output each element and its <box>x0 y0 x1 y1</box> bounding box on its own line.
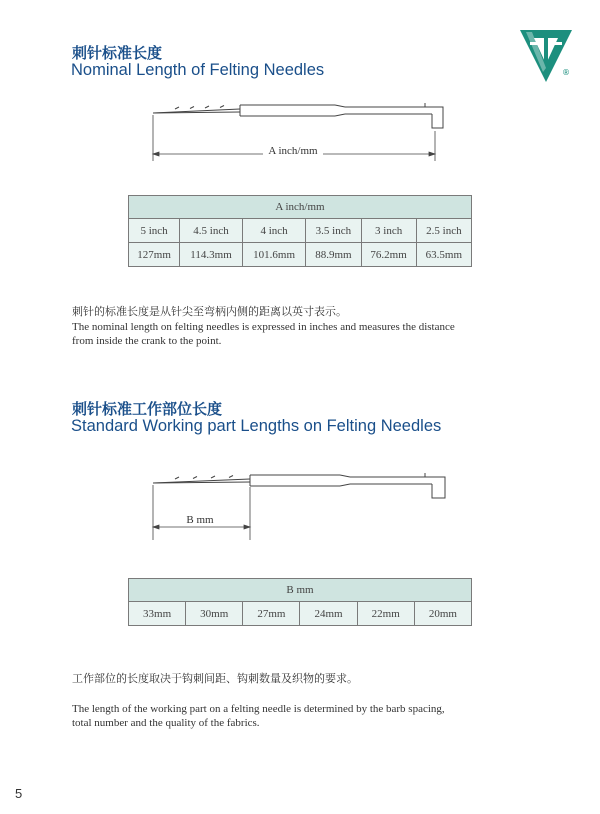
dimension-label-a: A inch/mm <box>268 145 318 157</box>
section2-desc-zh: 工作部位的长度取决于钩刺间距、钩刺数量及织物的要求。 <box>72 672 358 685</box>
table-cell: 2.5 inch <box>416 219 471 243</box>
table-b-mm-row <box>129 602 472 626</box>
section1-title-en: Nominal Length of Felting Needles <box>71 61 325 79</box>
section1-desc-en-1: The nominal length on felting needles is expressed in inches and measures the distance <box>72 321 455 333</box>
table-cell: 5 inch <box>129 219 180 243</box>
table-cell: 30mm <box>186 602 243 626</box>
table-cell: 3.5 inch <box>306 219 361 243</box>
table-a-mm-row <box>129 243 472 267</box>
table-cell: 88.9mm <box>306 243 361 267</box>
table-a <box>128 195 472 267</box>
section1-title-zh: 刺针标准长度 <box>72 44 163 62</box>
table-cell: 20mm <box>414 602 471 626</box>
section1-desc-zh: 刺针的标准长度是从针尖至弯柄内侧的距离以英寸表示。 <box>72 305 347 318</box>
table-cell: 22mm <box>357 602 414 626</box>
table-cell: 127mm <box>129 243 180 267</box>
registered-mark: ® <box>562 68 570 77</box>
section2-title-zh: 刺针标准工作部位长度 <box>72 400 223 418</box>
table-b <box>128 578 472 626</box>
page-number: 5 <box>15 786 23 801</box>
needle-drawing <box>153 103 443 128</box>
section1-desc-en-2: from inside the crank to the point. <box>72 335 222 347</box>
table-cell: 114.3mm <box>180 243 243 267</box>
company-logo <box>518 28 574 84</box>
dimension-label-b: B mm <box>186 514 214 526</box>
table-cell: 3 inch <box>361 219 416 243</box>
table-cell: 4.5 inch <box>180 219 243 243</box>
table-a-header: A inch/mm <box>129 196 472 219</box>
needle-diagram-b <box>145 465 460 545</box>
needle-drawing <box>153 473 445 498</box>
table-cell: 63.5mm <box>416 243 471 267</box>
needle-diagram-a <box>145 95 460 170</box>
table-cell: 33mm <box>129 602 186 626</box>
table-cell: 4 inch <box>242 219 305 243</box>
table-cell: 101.6mm <box>242 243 305 267</box>
table-cell: 27mm <box>243 602 300 626</box>
table-cell: 24mm <box>300 602 357 626</box>
section2-desc-en-1: The length of the working part on a felting needle is determined by the barb spacing, <box>72 703 445 715</box>
dimension-line-b <box>153 485 250 540</box>
section2-title-en: Standard Working part Lengths on Felting Needles <box>71 417 442 435</box>
table-a-inch-row <box>129 219 472 243</box>
section2-desc-en-2: total number and the quality of the fabrics. <box>72 717 260 729</box>
table-cell: 76.2mm <box>361 243 416 267</box>
table-b-header: B mm <box>129 579 472 602</box>
